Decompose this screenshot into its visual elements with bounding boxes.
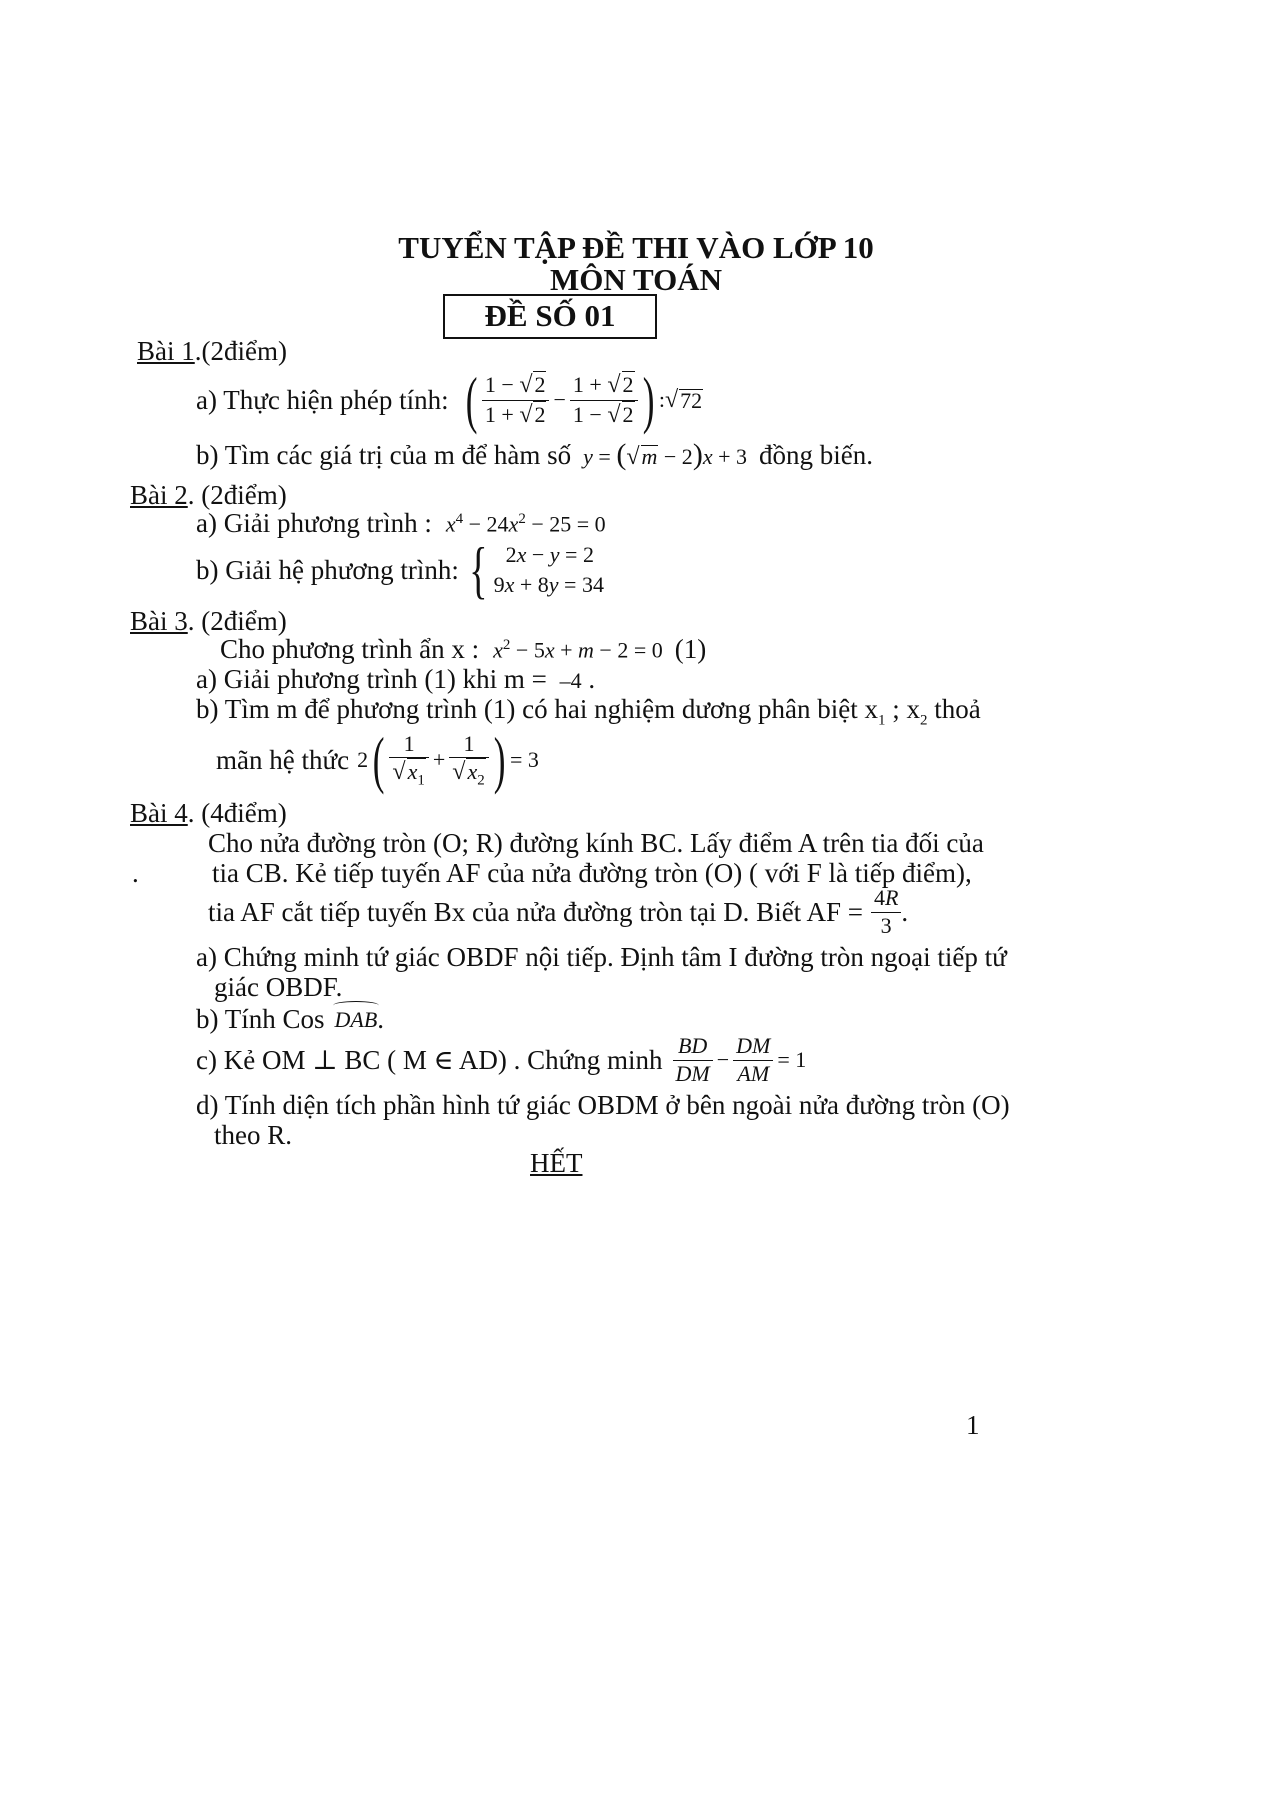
bai1-a — [196, 364, 703, 435]
bai3-heading — [130, 608, 287, 635]
bai4-d-line2: theo R. — [214, 1120, 292, 1150]
exam-label-box — [0, 294, 1100, 339]
bai2-heading — [130, 482, 287, 509]
bai4-c-text: c) Kẻ OM ⊥ BC ( M ∈ AD) . Chứng minh — [196, 1044, 663, 1075]
bai4-intro-line2: tia CB. Kẻ tiếp tuyến AF của nửa đường tròn (O) ( với F là tiếp điểm), — [212, 858, 972, 888]
bai3-b: b) Tìm m để phương trình (1) có hai nghiệm dương phân biệt $x_1$ ; $x_2$ thoả — [196, 694, 981, 729]
bai4-b-text: b) Tính Cos — [196, 1004, 325, 1034]
page-number: 1 — [966, 1410, 980, 1440]
bai2-a-text: a) Giải phương trình : — [196, 508, 432, 538]
angle-dab: DAB — [334, 1006, 378, 1032]
bai3-b-tail: thoả — [927, 694, 981, 724]
bai4-intro3-text: tia AF cắt tiếp tuyến Bx của nửa đường tròn tại D. Biết AF = — [208, 896, 863, 927]
subject-title: MÔN TOÁN — [550, 262, 722, 297]
bai2-a — [196, 510, 606, 537]
bai2-label: Bài 2 — [130, 480, 188, 510]
bai2-a-equation: $x^4 - 24x^2 - 25 = 0$ — [445, 510, 606, 537]
bai2-b-text: b) Giải hệ phương trình: — [196, 554, 459, 585]
bai2-points: . (2điểm) — [187, 480, 287, 510]
bai3-a-text: a) Giải phương trình (1) khi m = — [196, 664, 547, 694]
bai1-points: .(2điểm) — [194, 336, 287, 366]
bai3-label: Bài 3 — [130, 606, 188, 636]
bai4-b: b) Tính Cos DAB . — [196, 1004, 385, 1034]
bai1-label: Bài 1 — [137, 336, 195, 366]
bai4-label: Bài 4 — [130, 798, 188, 828]
bai1-b-function: y = (√m − 2)x + 3 — [583, 438, 747, 471]
bai1-a-expression: ( $\frac{1 - √2}{1 + √2}$ − $\frac{1 + √2}{1 - √2}$ ) : √ 72 — [465, 364, 703, 435]
bai4-intro-line3: tia AF cắt tiếp tuyến Bx của nửa đường tròn tại D. Biết AF = $\frac{4R}{3}$ . — [208, 885, 909, 938]
bai4-a-line2: giác OBDF. — [214, 972, 343, 1002]
bai1-heading — [137, 338, 287, 365]
page-title: TUYỂN TẬP ĐỀ THI VÀO LỚP 10 — [398, 230, 874, 265]
bai3-eq-tag: (1) — [674, 634, 707, 664]
bai3-intro-text: Cho phương trình ẩn x : — [220, 634, 480, 664]
bai4-a-line1: a) Chứng minh tứ giác OBDF nội tiếp. Định tâm I đường tròn ngoại tiếp tứ — [196, 942, 1007, 972]
bai4-d-line1: d) Tính diện tích phần hình tứ giác OBDM ở bên ngoài nửa đường tròn (O) — [196, 1090, 1010, 1120]
bai4-points: . (4điểm) — [187, 798, 287, 828]
bai1-b — [196, 440, 873, 470]
stray-dot: . — [132, 858, 139, 888]
bai3-a: a) Giải phương trình (1) khi m = –4 . — [196, 664, 596, 694]
bai2-b-system: 2x − y = 2 9x + 8y = 34 — [493, 542, 604, 597]
bai3-b-line2 — [216, 724, 539, 795]
bai4-c-identity: $\frac{BD}{DM}$ − $\frac{DM}{AM}$ = 1 — [673, 1033, 807, 1087]
bai3-b-relation: 2 ( $\frac{1}{√x_1}$ + $\frac{1}{√x_2}$ ) = 3 — [357, 724, 539, 795]
af-fraction: $\frac{4R}{3}$ — [871, 885, 901, 939]
bai3-b-text: b) Tìm m để phương trình (1) có hai nghiệm dương phân biệt x — [196, 694, 878, 724]
bai3-b-line2-text: mãn hệ thức — [216, 744, 350, 775]
end-marker: HẾT — [530, 1148, 583, 1178]
bai1-b-text: b) Tìm các giá trị của m để hàm số — [196, 439, 572, 470]
bai2-b: b) Giải hệ phương trình: { 2x − y = 2 9x + 8y = 34 — [196, 534, 604, 605]
bai3-a-value: –4 — [559, 668, 582, 693]
bai3-points: . (2điểm) — [187, 606, 287, 636]
bai4-c — [196, 1030, 806, 1090]
bai4-heading — [130, 800, 287, 827]
bai3-intro — [220, 636, 706, 663]
bai3-equation: $x^2 - 5x + m - 2 = 0$ — [493, 636, 663, 663]
bai4-intro-line1: Cho nửa đường tròn (O; R) đường kính BC. Lấy điểm A trên tia đối của — [208, 828, 984, 858]
exam-label: ĐỀ SỐ 01 — [443, 294, 658, 339]
bai1-a-text: a) Thực hiện phép tính: — [196, 384, 449, 415]
bai1-b-tail: đồng biến. — [759, 439, 873, 470]
bai3-b-sep: ; x — [885, 694, 920, 724]
